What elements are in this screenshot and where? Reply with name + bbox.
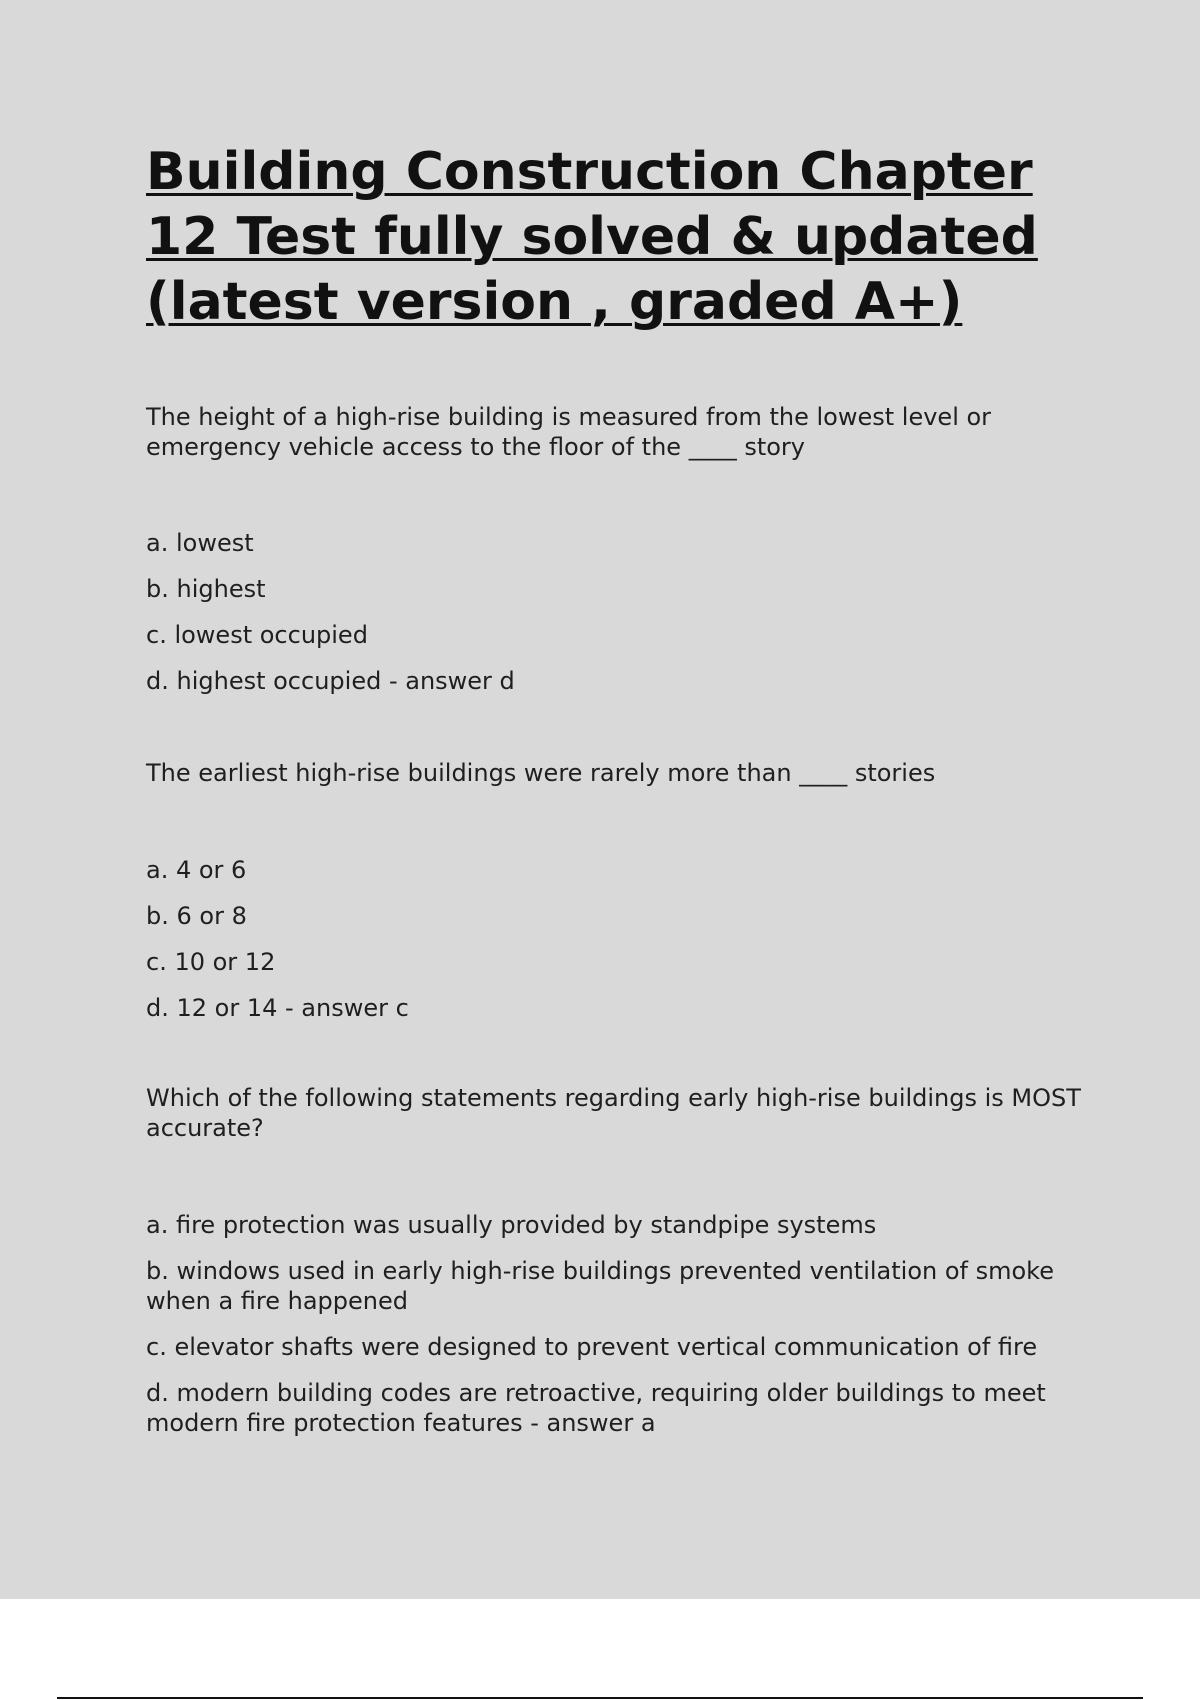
question-3-option-b: b. windows used in early high-rise buildings prevented ventilation of smoke when a fire happened xyxy=(146,1257,1054,1315)
question-1-option-b: b. highest xyxy=(146,575,266,603)
question-3-options xyxy=(146,1210,1106,1454)
question-2-text: The earliest high-rise buildings were rarely more than ____ stories xyxy=(146,759,936,787)
question-2-option-a: a. 4 or 6 xyxy=(146,856,247,884)
question-3-option-d: d. modern building codes are retroactive, requiring older buildings to meet modern fire protection features - answer a xyxy=(146,1379,1046,1437)
document-title: Building Construction Chapter 12 Test fully solved & updated (latest version , graded A+) xyxy=(146,142,1038,332)
question-1-option-d: d. highest occupied - answer d xyxy=(146,667,515,695)
question-2-option-d: d. 12 or 14 - answer c xyxy=(146,994,409,1022)
question-2-option-c: c. 10 or 12 xyxy=(146,948,276,976)
question-3-option-a: a. fire protection was usually provided by standpipe systems xyxy=(146,1211,877,1239)
question-3-text: Which of the following statements regarding early high-rise buildings is MOST accurate? xyxy=(146,1084,1081,1142)
question-2-options xyxy=(146,855,409,1039)
document-content xyxy=(146,140,1106,1437)
question-3-option-c: c. elevator shafts were designed to prevent vertical communication of fire xyxy=(146,1333,1038,1361)
footer-divider xyxy=(57,1697,1143,1699)
question-2-option-b: b. 6 or 8 xyxy=(146,902,247,930)
question-1-text: The height of a high-rise building is measured from the lowest level or emergency vehicle access to the floor of the ____ story xyxy=(146,403,992,461)
question-1-options xyxy=(146,528,515,712)
question-1-option-c: c. lowest occupied xyxy=(146,621,368,649)
question-1-option-a: a. lowest xyxy=(146,529,254,557)
